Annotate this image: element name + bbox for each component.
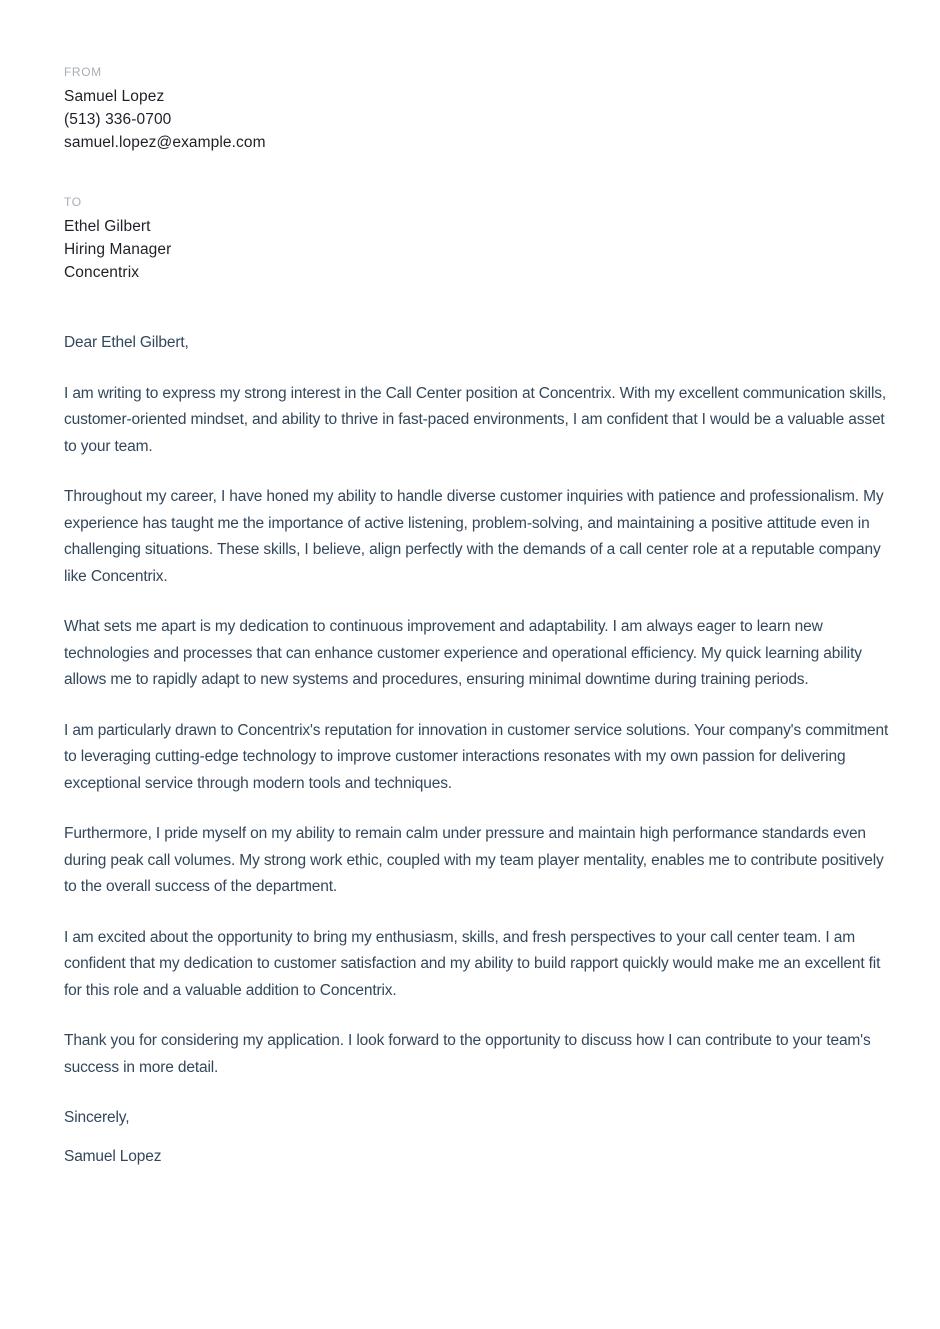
body-paragraph: I am excited about the opportunity to bring my enthusiasm, skills, and fresh perspectives to your call center team. I am confident that my dedication to customer satisfaction and my ability to build rapport quickly would make me an excellent fit for this role and a valuable addition to Concentrix. [64, 928, 881, 999]
recipient-name: Ethel Gilbert [64, 218, 151, 235]
closing: Sincerely, [64, 1109, 130, 1126]
from-label: FROM [64, 65, 102, 79]
body-paragraph: I am particularly drawn to Concentrix's reputation for innovation in customer service solutions. Your company's commitment to leveraging cutting-edge technology to improve customer interactions resonates with my own passion for delivering exceptional service through modern tools and techniques. [64, 721, 889, 792]
sender-name: Samuel Lopez [64, 88, 165, 105]
body-paragraph: I am writing to express my strong interest in the Call Center position at Concentrix. With my excellent communication skills, customer-oriented mindset, and ability to thrive in fast-paced environments, I am confident that I would be a valuable asset to your team. [64, 384, 887, 455]
greeting: Dear Ethel Gilbert, [64, 334, 189, 351]
recipient-title: Hiring Manager [64, 241, 172, 258]
signature-name: Samuel Lopez [64, 1147, 162, 1165]
body-paragraph: Furthermore, I pride myself on my ability to remain calm under pressure and maintain high performance standards even during peak call volumes. My strong work ethic, coupled with my team player mentality, enables me to contribute positively to the overall success of the department. [64, 825, 884, 895]
letter-body [64, 330, 895, 1170]
recipient-company: Concentrix [64, 264, 140, 281]
sender-email: samuel.lopez@example.com [64, 134, 266, 151]
body-paragraph: Throughout my career, I have honed my ability to handle diverse customer inquiries with patience and professionalism. My experience has taught me the importance of active listening, problem-solving, and maintaining a positive attitude even in challenging situations. These skills, I believe, align perfectly with the demands of a call center role at a reputable company like Concentrix. [64, 488, 884, 585]
sender-block [64, 64, 895, 154]
sender-phone: (513) 336-0700 [64, 111, 172, 128]
to-label: TO [64, 195, 82, 209]
body-paragraph: What sets me apart is my dedication to continuous improvement and adaptability. I am always eager to learn new technologies and processes that can enhance customer experience and operational efficiency. My quick learning ability allows me to rapidly adapt to new systems and procedures, ensuring minimal downtime during training periods. [64, 618, 862, 688]
recipient-block [64, 194, 895, 284]
body-paragraph: Thank you for considering my application. I look forward to the opportunity to discuss how I can contribute to your team's success in more detail. [64, 1032, 871, 1076]
